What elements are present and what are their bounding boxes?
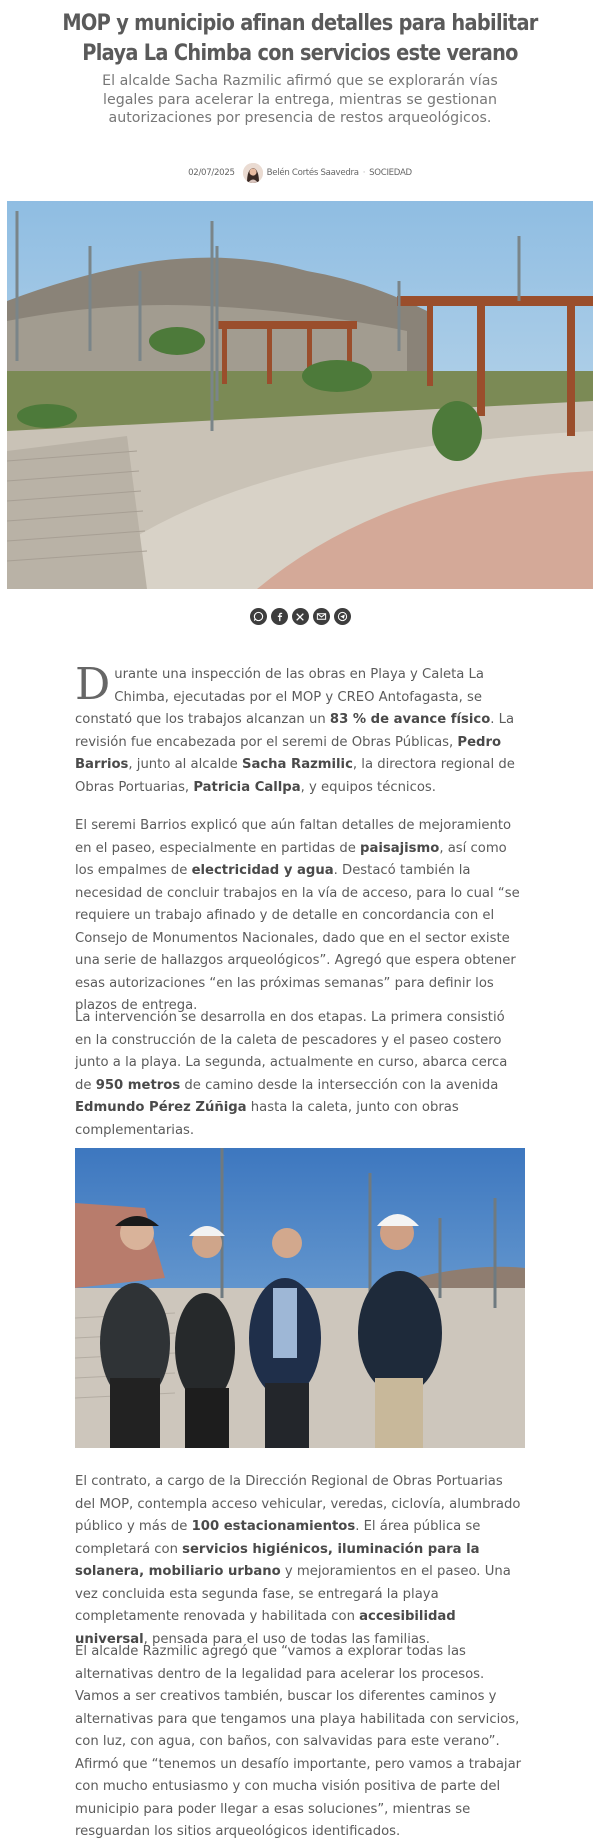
email-icon[interactable] [313,608,330,625]
publish-date: 02/07/2025 [188,168,235,178]
bold-text: 83 % de avance físico [329,712,491,727]
article-paragraph [75,1007,525,1142]
paragraph-text: , así como los empalmes de [75,840,507,878]
whatsapp-icon[interactable] [250,608,267,625]
bold-text: Sacha Razmilic [241,757,353,772]
paragraph-text: . Destacó también la necesidad de concluir trabajos en la vía de acceso, para lo cual “se requiere un trabajo afinado y de detalle en concordancia con el Consejo de Monumentos Nacionales, dado que en el sector existe una serie de hallazgos arqueológicos”. Agregó que espera obtener esas autorizaciones “en las próximas semanas” para definir los plazos de entrega. [75,863,520,1013]
category-link[interactable]: SOCIEDAD [369,168,412,178]
article-headline: MOP y municipio afinan detalles para habilitar Playa La Chimba con servicios este verano [62,10,538,66]
paragraph-text: hasta la caleta, junto con obras complementarias. [75,1100,459,1138]
bold-text: accesibilidad universal [75,1609,456,1647]
bold-text: 100 estacionamientos [191,1519,356,1534]
author-avatar[interactable] [243,163,263,183]
inspection-photo-illustration [75,1148,525,1448]
bold-text: electricidad y agua [191,863,334,878]
paragraph-text: . El área pública se completará con [75,1519,481,1557]
meta-separator: · [362,168,366,178]
paragraph-text: , la directora regional de Obras Portuarias, [75,757,515,795]
paragraph-text: . La revisión fue encabezada por el seremi de Obras Públicas, [75,712,515,750]
drop-cap: D [75,659,111,710]
paragraph-text: La intervención se desarrolla en dos etapas. La primera consistió en la construcción de la caleta de pescadores y el paseo costero junto a la playa. La segunda, actualmente en curso, abarca cerca de [75,1010,508,1093]
paragraph-text: El alcalde Razmilic agregó que “vamos a explorar todas las alternativas dentro de la legalidad para acelerar los procesos. Vamos a ser creativos también, buscar los diferentes caminos y alternativas para que tengamos una playa habilitada con servicios, con luz, con agua, con baños, con salvavidas para este verano”. Afirmó que “tenemos un desafío importante, pero vamos a trabajar con mucho entusiasmo y con mucha visión positiva de parte del municipio para poder llegar a esas soluciones”, mientras se resguardan los sitios arqueológicos identificados. [75,1644,522,1839]
paragraph-text: , junto al alcalde [128,757,242,772]
facebook-icon[interactable] [271,608,288,625]
bold-text: servicios higiénicos, iluminación para la solanera, mobiliario urbano [75,1541,480,1579]
bold-text: Edmundo Pérez Zúñiga [75,1100,247,1115]
paragraph-text: El contrato, a cargo de la Dirección Regional de Obras Portuarias del MOP, contempla acceso vehicular, veredas, ciclovía, alumbrado público y más de [75,1474,521,1534]
bold-text: 950 metros [95,1077,181,1093]
paragraph-text: El seremi Barrios explicó que aún faltan detalles de mejoramiento en el paseo, especialmente en partidas de [75,818,512,856]
article-paragraph [75,659,525,799]
article-paragraph [75,1471,525,1651]
paragraph-text: urante una inspección de las obras en Playa y Caleta La Chimba, ejecutadas por el MOP y CREO Antofagasta, se constató que los trabajos alcanzan un [75,667,484,727]
bold-text: Patricia Callpa [193,779,301,795]
paragraph-text: , y equipos técnicos. [300,779,436,795]
author-photo [243,163,263,183]
telegram-icon[interactable] [334,608,351,625]
paragraph-text: , pensada para el uso de todas las familias. [143,1631,430,1647]
paragraph-text: y mejoramientos en el paseo. Una vez concluida esta segunda fase, se entregará la playa completamente renovada y habilitada con [75,1564,511,1624]
article-subtitle: El alcalde Sacha Razmilic afirmó que se explorarán vías legales para acelerar la entrega, mientras se gestionan autorizaciones por presencia de restos arqueológicos. [102,73,498,126]
bold-text: Pedro Barrios [75,734,502,772]
author-name[interactable]: Belén Cortés Saavedra [266,168,359,178]
article-paragraph [75,815,525,1018]
paragraph-text: de camino desde la intersección con la avenida [180,1077,499,1093]
article-meta [0,162,600,184]
article-paragraph [75,1641,525,1841]
bold-text: paisajismo [360,840,440,856]
hero-photo-illustration [7,201,593,589]
hero-image [7,201,593,589]
inspection-photo [75,1148,525,1448]
x-icon[interactable] [292,608,309,625]
share-bar [0,608,600,626]
